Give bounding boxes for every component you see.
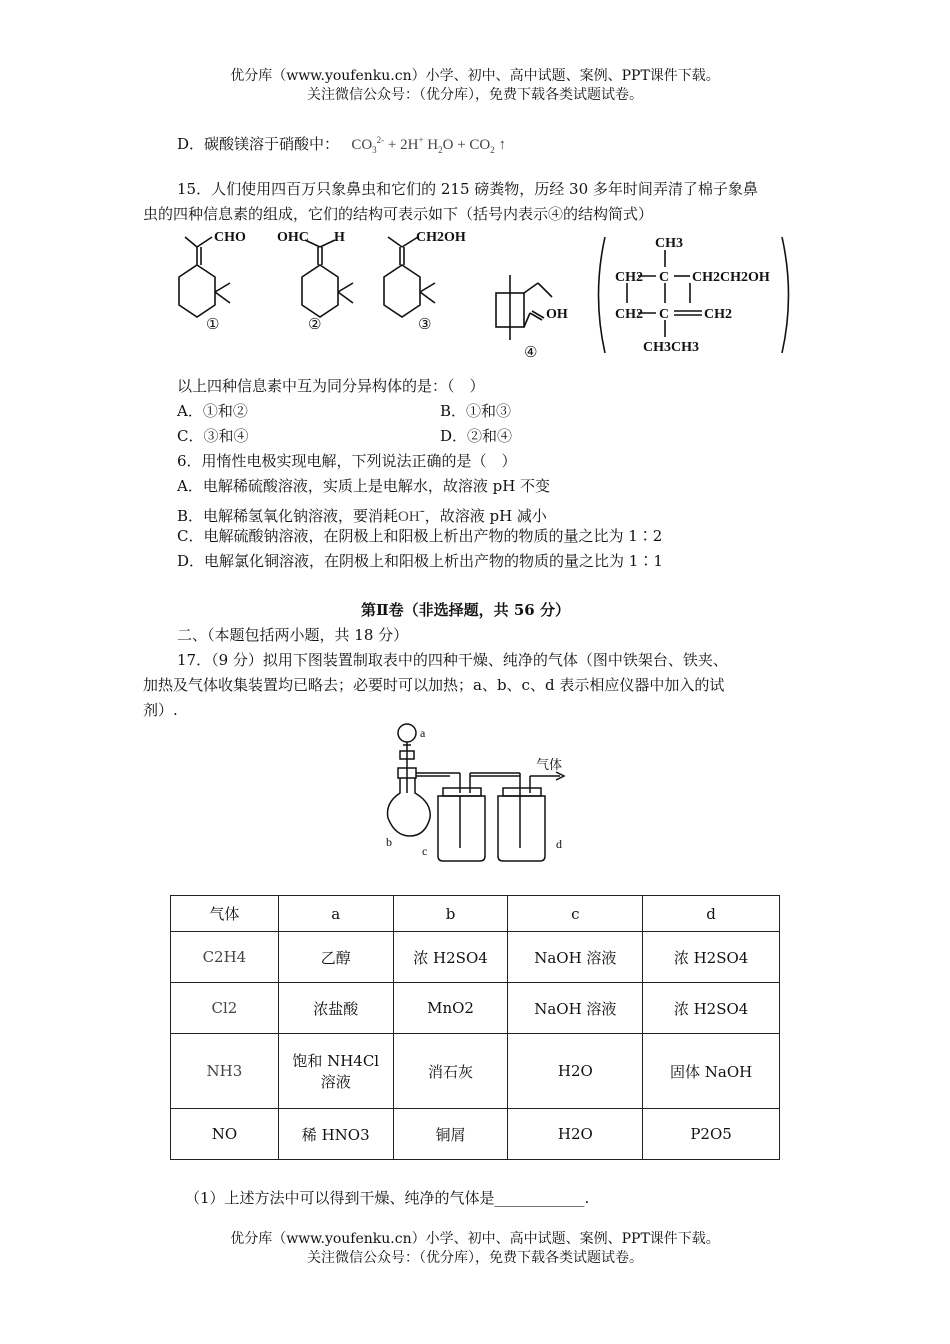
q15-option-d: D．②和④: [440, 427, 513, 445]
table-cell: 稀 HNO3: [278, 1109, 393, 1160]
q17-line-1: 17．（9 分）拟用下图装置制取表中的四种干燥、纯净的气体（图中铁架台、铁夹、: [177, 651, 728, 669]
bracket-l2c: CH2: [704, 307, 732, 322]
table-cell: 消石灰: [393, 1034, 508, 1109]
part2-title: 第Ⅱ卷（非选择题，共 56 分）: [361, 601, 570, 619]
table-cell: H2O: [508, 1109, 643, 1160]
table-cell: Cl2: [171, 983, 279, 1034]
section-2: 二、（本题包括两小题，共 18 分）: [177, 626, 409, 644]
table-row: [171, 1034, 780, 1109]
s1-label: CHO: [214, 230, 246, 245]
q14-d-equation: $CO_3^{2-} + 2H^+$ $H_2O + CO_2$ ↑: [351, 135, 507, 155]
q15-text-1: 15．人们使用四百万只象鼻虫和它们的 215 磅粪物，历经 30 多年时间弄清了棉子象鼻: [177, 180, 758, 198]
table-cell: 固体 NaOH: [643, 1034, 780, 1109]
table-header: b: [393, 896, 508, 932]
table-cell: 浓盐酸: [278, 983, 393, 1034]
pheromone-structures: [160, 225, 800, 365]
q15-option-a: A．①和②: [177, 402, 248, 420]
q15-question: 以上四种信息素中互为同分异构体的是：（ ）: [177, 377, 485, 395]
q16-option-c: C．电解硫酸钠溶液，在阴极上和阳极上析出产物的物质的量之比为 1∶2: [177, 527, 663, 545]
q15-option-b: B．①和③: [440, 402, 512, 420]
bracket-l1b: C: [659, 270, 670, 285]
table-cell: 浓 H2SO4: [393, 932, 508, 983]
label-d: d: [556, 837, 562, 851]
q16-option-d: D．电解氯化铜溶液，在阴极上和阳极上析出产物的物质的量之比为 1∶1: [177, 552, 663, 570]
table-header: a: [278, 896, 393, 932]
table-row: [171, 932, 780, 983]
q15-text-2: 虫的四种信息素的组成，它们的结构可表示如下（括号内表示④的结构简式）: [143, 205, 654, 223]
q17-line-2: 加热及气体收集装置均已略去；必要时可以加热；a、b、c、d 表示相应仪器中加入的试: [143, 676, 725, 694]
bracket-l2b: C: [659, 307, 670, 322]
s2-label-a: OHC: [277, 230, 309, 245]
table-cell: 浓 H2SO4: [643, 932, 780, 983]
s4-label: OH: [546, 307, 568, 322]
gas-reagent-table: [170, 895, 780, 1160]
table-cell: P2O5: [643, 1109, 780, 1160]
q16-option-a: A．电解稀硫酸溶液，实质上是电解水，故溶液 pH 不变: [177, 477, 551, 495]
table-cell: 铜屑: [393, 1109, 508, 1160]
bracket-l1a: CH2: [615, 270, 643, 285]
gas-apparatus-diagram: [380, 718, 580, 868]
table-header-row: [171, 896, 780, 932]
table-row: [171, 1109, 780, 1160]
header-line-2: 关注微信公众号：（优分库），免费下载各类试题试卷。: [307, 87, 643, 103]
table-header: d: [643, 896, 780, 932]
q17-line-3: 剂）.: [143, 701, 178, 719]
table-cell: MnO2: [393, 983, 508, 1034]
table-cell: C2H4: [171, 932, 279, 983]
table-cell: NH3: [171, 1034, 279, 1109]
header-line-1: 优分库（www.youfenku.cn）小学、初中、高中试题、案例、PPT课件下载。: [230, 68, 720, 84]
table-cell: 乙醇: [278, 932, 393, 983]
label-1: ①: [206, 315, 220, 333]
table-cell: H2O: [508, 1034, 643, 1109]
bracket-l1c: CH2CH2OH: [692, 270, 770, 285]
label-a: a: [420, 726, 426, 740]
table-cell: 饱和 NH4Cl 溶液: [278, 1034, 393, 1109]
bracket-l2a: CH2: [615, 307, 643, 322]
q14-option-d: [177, 130, 506, 160]
bracket-l3: CH3CH3: [643, 340, 699, 355]
bracket-ch3: CH3: [655, 236, 683, 251]
q16-stem: 6．用惰性电极实现电解，下列说法正确的是（ ）: [177, 452, 517, 470]
label-c: c: [422, 844, 428, 858]
table-cell: NaOH 溶液: [508, 983, 643, 1034]
table-cell: NaOH 溶液: [508, 932, 643, 983]
q17-part-1: （1）上述方法中可以得到干燥、纯净的气体是____________.: [185, 1189, 590, 1207]
footer-line-2: 关注微信公众号：（优分库），免费下载各类试题试卷。: [307, 1250, 643, 1266]
q16-option-b: B．电解稀氢氧化钠溶液，要消耗OH-，故溶液 pH 减小: [177, 503, 547, 525]
table-header: c: [508, 896, 643, 932]
label-gas: 气体: [536, 757, 563, 772]
label-3: ③: [418, 315, 432, 333]
footer-line-1: 优分库（www.youfenku.cn）小学、初中、高中试题、案例、PPT课件下载。: [230, 1231, 720, 1247]
table-row: [171, 983, 780, 1034]
label-4: ④: [524, 343, 538, 361]
table-header: 气体: [171, 896, 279, 932]
s2-label-b: H: [334, 230, 345, 245]
s3-label: CH2OH: [416, 230, 466, 245]
q14-d-label: D．碳酸镁溶于硝酸中：: [177, 135, 340, 153]
label-b: b: [386, 835, 392, 849]
table-cell: NO: [171, 1109, 279, 1160]
table-cell: 浓 H2SO4: [643, 983, 780, 1034]
q15-option-c: C．③和④: [177, 427, 249, 445]
label-2: ②: [308, 315, 322, 333]
